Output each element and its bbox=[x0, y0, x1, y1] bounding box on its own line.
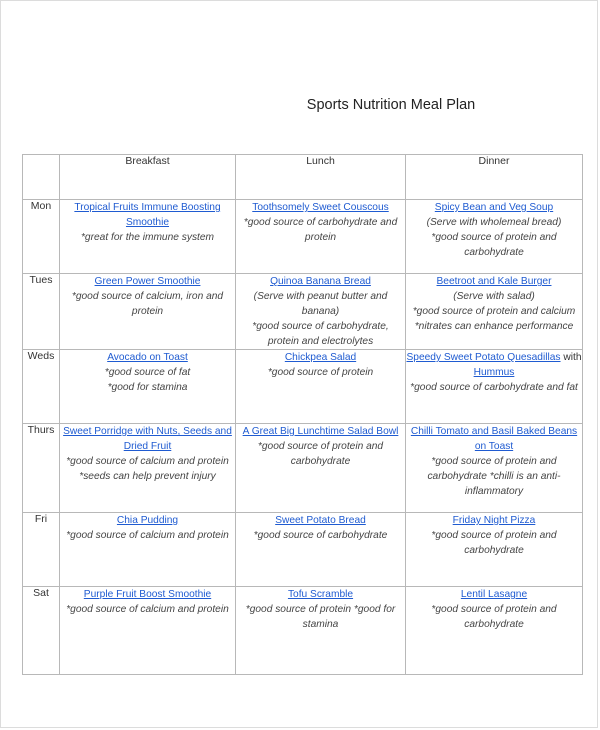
day-label: Mon bbox=[23, 200, 60, 274]
day-label: Tues bbox=[23, 274, 60, 350]
dish-note: *good source of protein *good for stamina bbox=[245, 604, 396, 630]
breakfast-cell bbox=[60, 350, 236, 424]
dinner-cell bbox=[406, 513, 583, 587]
dinner-cell bbox=[406, 274, 583, 350]
dish-link[interactable]: Sweet Potato Bread bbox=[275, 515, 366, 526]
day-label: Fri bbox=[23, 513, 60, 587]
breakfast-cell bbox=[60, 274, 236, 350]
dish-note: *good source of protein and carbohydrate bbox=[431, 604, 557, 630]
dish-note: *good source of carbohydrate and protein bbox=[243, 217, 398, 243]
header-dinner: Dinner bbox=[406, 155, 583, 200]
dish-note: *nitrates can enhance performance bbox=[414, 321, 574, 332]
lunch-cell bbox=[236, 513, 406, 587]
dish-link[interactable]: Tropical Fruits Immune Boosting Smoothie bbox=[74, 202, 221, 228]
breakfast-cell bbox=[60, 200, 236, 274]
dish-link[interactable]: Green Power Smoothie bbox=[94, 276, 201, 287]
dish-link[interactable]: Hummus bbox=[473, 367, 515, 378]
dish-note: *good for stamina bbox=[107, 382, 188, 393]
page-title: Sports Nutrition Meal Plan bbox=[306, 97, 476, 113]
dish-note: *good source of fat bbox=[104, 367, 191, 378]
dish-note: *good source of protein and carbohydrate bbox=[431, 530, 557, 556]
dish-note: *seeds can help prevent injury bbox=[79, 471, 216, 482]
table-row bbox=[23, 350, 583, 424]
day-label: Thurs bbox=[23, 424, 60, 513]
dish-link[interactable]: Sweet Porridge with Nuts, Seeds and Dried Fruit bbox=[63, 426, 232, 452]
dish-link[interactable]: Chia Pudding bbox=[116, 515, 179, 526]
dish-note: *good source of protein and carbohydrate *chilli is an anti-inflammatory bbox=[427, 456, 561, 497]
header-blank bbox=[23, 155, 60, 200]
dish-link[interactable]: A Great Big Lunchtime Salad Bowl bbox=[242, 426, 399, 437]
table-header-row bbox=[23, 155, 583, 200]
breakfast-cell bbox=[60, 587, 236, 675]
dish-link[interactable]: Chickpea Salad bbox=[284, 352, 357, 363]
dinner-cell bbox=[406, 350, 583, 424]
dish-note: *good source of carbohydrate and fat bbox=[410, 382, 578, 393]
dish-note: *good source of calcium, iron and protein bbox=[71, 291, 224, 317]
dinner-cell bbox=[406, 587, 583, 675]
dish-note: *good source of carbohydrate, protein and electrolytes bbox=[252, 321, 389, 347]
dish-link[interactable]: Tofu Scramble bbox=[287, 589, 354, 600]
header-breakfast: Breakfast bbox=[60, 155, 236, 200]
dinner-cell bbox=[406, 424, 583, 513]
dish-link[interactable]: Speedy Sweet Potato Quesadillas bbox=[406, 352, 561, 363]
dish-link[interactable]: Spicy Bean and Veg Soup bbox=[434, 202, 554, 213]
lunch-cell bbox=[236, 274, 406, 350]
dish-note: *great for the immune system bbox=[80, 232, 215, 243]
dish-link[interactable]: Chilli Tomato and Basil Baked Beans on Toast bbox=[410, 426, 578, 452]
lunch-cell bbox=[236, 424, 406, 513]
dish-link[interactable]: Toothsomely Sweet Couscous bbox=[252, 202, 389, 213]
dish-note: *good source of protein and carbohydrate bbox=[257, 441, 384, 467]
table-row bbox=[23, 587, 583, 675]
day-label: Weds bbox=[23, 350, 60, 424]
dish-note: (Serve with salad) bbox=[453, 291, 535, 302]
dish-link[interactable]: Purple Fruit Boost Smoothie bbox=[83, 589, 212, 600]
meal-plan-table bbox=[22, 154, 583, 675]
dish-note: *good source of calcium and protein bbox=[66, 456, 229, 467]
table-row bbox=[23, 424, 583, 513]
dish-note: *good source of carbohydrate bbox=[253, 530, 388, 541]
lunch-cell bbox=[236, 200, 406, 274]
dish-link[interactable]: Friday Night Pizza bbox=[452, 515, 536, 526]
table-row bbox=[23, 200, 583, 274]
dish-note: *good source of calcium and protein bbox=[66, 530, 229, 541]
table-row bbox=[23, 274, 583, 350]
lunch-cell bbox=[236, 587, 406, 675]
day-label: Sat bbox=[23, 587, 60, 675]
dinner-cell bbox=[406, 200, 583, 274]
dish-connector: with bbox=[563, 352, 582, 363]
dish-note: *good source of protein and carbohydrate bbox=[431, 232, 557, 258]
lunch-cell bbox=[236, 350, 406, 424]
dish-note: (Serve with peanut butter and banana) bbox=[253, 291, 388, 317]
dish-link[interactable]: Lentil Lasagne bbox=[460, 589, 528, 600]
header-lunch: Lunch bbox=[236, 155, 406, 200]
breakfast-cell bbox=[60, 513, 236, 587]
breakfast-cell bbox=[60, 424, 236, 513]
table-row bbox=[23, 513, 583, 587]
dish-link[interactable]: Avocado on Toast bbox=[107, 352, 188, 363]
dish-note: (Serve with wholemeal bread) bbox=[426, 217, 562, 228]
dish-note: *good source of protein bbox=[267, 367, 374, 378]
dish-link[interactable]: Beetroot and Kale Burger bbox=[436, 276, 552, 287]
dish-note: *good source of calcium and protein bbox=[66, 604, 229, 615]
dish-note: *good source of protein and calcium bbox=[412, 306, 576, 317]
dish-link[interactable]: Quinoa Banana Bread bbox=[270, 276, 371, 287]
